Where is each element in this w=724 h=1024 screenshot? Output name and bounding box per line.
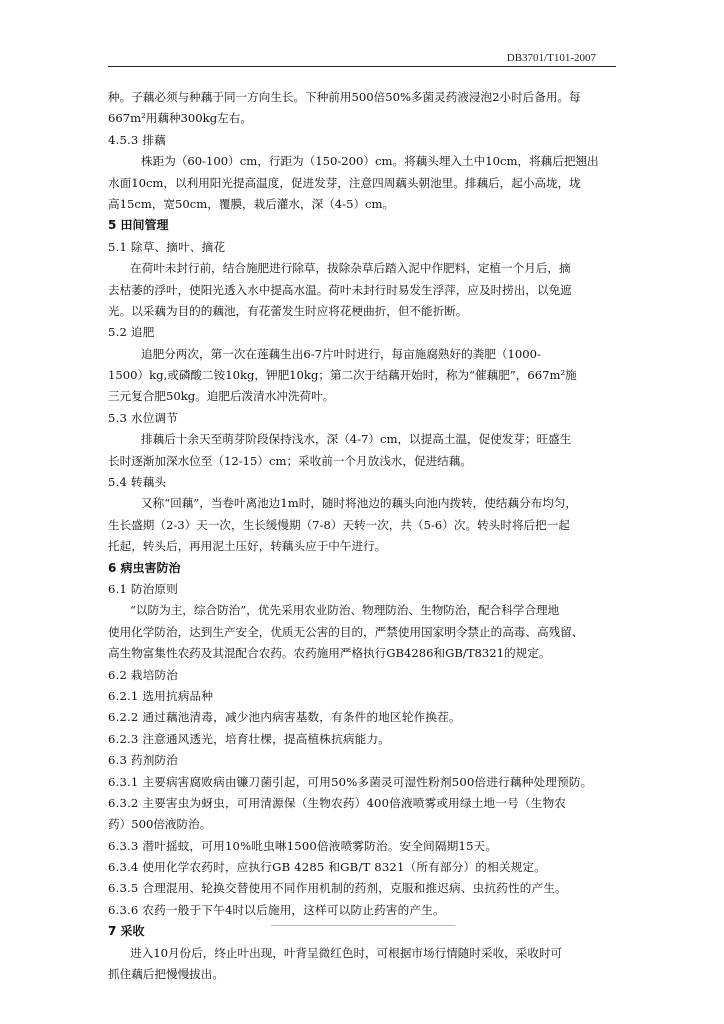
standard-code: DB3701/T101-2007: [506, 52, 596, 64]
text-line: 又称“回藕”，当卷叶离池边1m时，随时将池边的藕头向池内拨转，使结藕分布均匀，: [141, 496, 578, 511]
text-line: 托起，转头后，再用泥土压好，转藕头应于中午进行。: [108, 539, 387, 554]
text-line: “以防为主，综合防治”，优先采用农业防治、物理防治、生物防治，配合科学合理地: [130, 603, 560, 618]
text-line: 株距为（60-100）cm，行距为（150-200）cm。将藕头埋入土中10cm，将藕后把翘出: [141, 154, 599, 169]
text-line: 6.2.3 注意通风透光，培育壮棵，提高植株抗病能力。: [108, 731, 391, 746]
section-heading: 7 采收: [108, 924, 145, 939]
text-line: 光。以采藕为目的的藕池，有花蕾发生时应将花梗曲折，但不能折断。: [108, 303, 468, 318]
text-line: 6.3.1 主要病害腐败病由镰刀菌引起，可用50%多菌灵可湿性粉剂500倍进行藕种处理预防。: [108, 774, 593, 789]
text-line: 5.3 水位调节: [108, 410, 179, 425]
text-line: 高生物富集性农药及其混配合农药。农药施用严格执行GB4286和GB/T8321的规定。: [108, 646, 551, 661]
section-heading: 6 病虫害防治: [108, 560, 181, 575]
text-line: 追肥分两次，第一次在莲藕生出6-7片叶时进行，每亩施腐熟好的粪肥（1000-: [141, 346, 541, 361]
text-line: 6.2.2 通过藕池清毒，减少池内病害基数，有条件的地区轮作换茬。: [108, 710, 461, 725]
text-line: 水面10cm，以利用阳光提高温度，促进发芽，注意四周藕头朝池里。排藕后，起小高垅，垅: [108, 175, 581, 190]
text-line: 高15cm，宽50cm，覆膜，栽后灌水，深（4-5）cm。: [108, 196, 395, 211]
footer-rule: [271, 925, 455, 926]
text-line: 6.1 防治原则: [108, 581, 179, 596]
text-line: 5.4 转藕头: [108, 475, 167, 490]
text-line: 6.3.2 主要害虫为蚜虫，可用清源保（生物农药）400倍液喷雾或用绿土地一号（生物农: [108, 795, 567, 810]
text-line: 长时逐渐加深水位至（12-15）cm；采收前一个月放浅水，促进结藕。: [108, 453, 472, 468]
text-line: 排藕后十余天至萌芽阶段保持浅水，深（4-7）cm，以提高土温，促使发芽；旺盛生: [141, 432, 572, 447]
header-rule: [108, 66, 616, 67]
text-line: 进入10月份后，终止叶出现，叶背呈微红色时，可根据市场行情随时采收，采收时可: [130, 945, 563, 960]
text-line: 6.3.3 潜叶摇蚊，可用10%吡虫啉1500倍液喷雾防治。安全间隔期15天。: [108, 838, 498, 853]
text-line: 667m²用藕种300kg左右。: [108, 111, 252, 126]
text-line: 去枯萎的浮叶，使阳光透入水中提高水温。荷叶未封行时易发生浮萍，应及时捞出，以免遮: [108, 282, 572, 297]
text-line: 1500）kg,或磷酸二铵10kg，钾肥10kg；第二次于结藕开始时，称为“催藕肥”，667m²施: [108, 368, 577, 383]
document-body: [108, 87, 620, 985]
text-line: 5.1 除草、摘叶、摘花: [108, 239, 226, 254]
text-line: 6.3.5 合理混用、轮换交替使用不同作用机制的药剂，克服和推迟病、虫抗药性的产生。: [108, 881, 567, 896]
section-heading: 5 田间管理: [108, 218, 169, 233]
text-line: 使用化学防治，达到生产安全，优质无公害的目的，严禁使用国家明令禁止的高毒、高残留、: [108, 624, 584, 639]
text-line: 6.2 栽培防治: [108, 667, 179, 682]
text-line: 6.2.1 选用抗病品种: [108, 688, 214, 703]
text-line: 抓住藕后把慢慢拔出。: [108, 967, 224, 982]
text-line: 6.3.4 使用化学农药时，应执行GB 4285 和GB/T 8321（所有部分）的相关规定。: [108, 860, 547, 875]
text-line: 三元复合肥50kg。追肥后泼清水冲洗荷叶。: [108, 389, 335, 404]
text-line: 药）500倍液防治。: [108, 817, 212, 832]
text-line: 种。子藕必须与种藕于同一方向生长。下种前用500倍50%多菌灵药液浸泡2小时后备用。每: [108, 90, 581, 104]
text-line: 6.3 药剂防治: [108, 753, 179, 768]
text-line: 6.3.6 农药一般于下午4时以后施用，这样可以防止药害的产生。: [108, 902, 445, 917]
text-line: 5.2 追肥: [108, 325, 155, 340]
text-line: 生长盛期（2-3）天一次，生长缓慢期（7-8）天转一次，共（5-6）次。转头时将后把一起: [108, 517, 570, 532]
text-line: 在荷叶未封行前，结合施肥进行除草，拔除杂草后踏入泥中作肥料，定植一个月后，摘: [130, 261, 571, 276]
text-line: 4.5.3 排藕: [108, 132, 166, 147]
